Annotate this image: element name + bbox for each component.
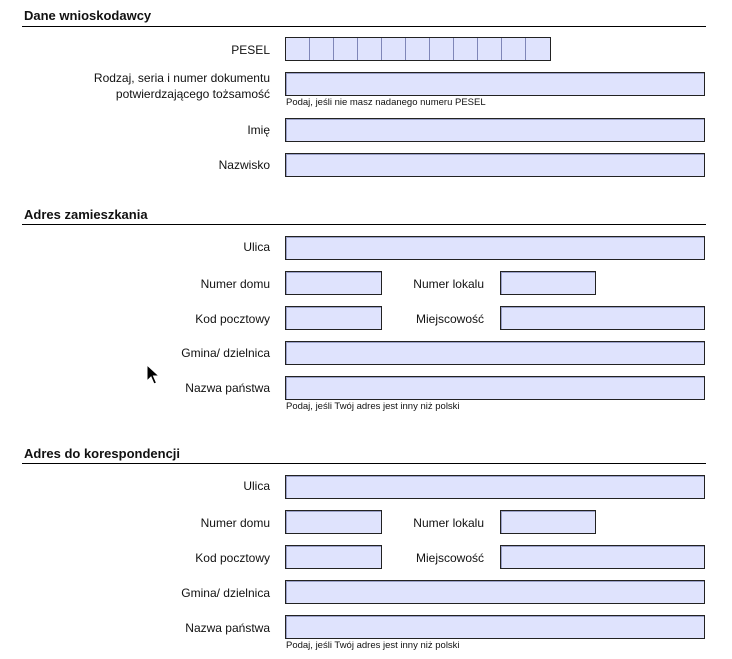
correspondence-street-label: Ulica [243, 479, 270, 493]
residence-apartment-label: Numer lokalu [413, 277, 484, 291]
pesel-input[interactable] [285, 37, 551, 61]
correspondence-apartment-input[interactable] [500, 510, 596, 534]
residence-city-input[interactable] [500, 306, 705, 330]
residence-country-hint: Podaj, jeśli Twój adres jest inny niż polski [286, 401, 460, 412]
correspondence-postal-input[interactable] [285, 545, 382, 569]
residence-house-input[interactable] [285, 271, 382, 295]
correspondence-city-label: Miejscowość [415, 551, 484, 565]
correspondence-municipality-input[interactable] [285, 580, 705, 604]
pesel-label: PESEL [231, 43, 270, 57]
residence-country-input[interactable] [285, 376, 705, 400]
residence-postal-input[interactable] [285, 306, 382, 330]
correspondence-postal-label: Kod pocztowy [195, 551, 270, 565]
residence-street-input[interactable] [285, 236, 705, 260]
correspondence-street-input[interactable] [285, 475, 705, 499]
correspondence-municipality-label: Gmina/ dzielnica [181, 586, 270, 600]
correspondence-country-input[interactable] [285, 615, 705, 639]
residence-country-label: Nazwa państwa [185, 381, 270, 395]
first-name-label: Imię [247, 123, 270, 137]
correspondence-country-hint: Podaj, jeśli Twój adres jest inny niż polski [286, 640, 460, 651]
correspondence-apartment-label: Numer lokalu [413, 516, 484, 530]
pesel-digit-cell[interactable] [310, 38, 334, 60]
residence-street-label: Ulica [243, 240, 270, 254]
pesel-digit-cell[interactable] [406, 38, 430, 60]
pesel-digit-cell[interactable] [478, 38, 502, 60]
pesel-digit-cell[interactable] [454, 38, 478, 60]
mouse-pointer-icon [146, 364, 160, 386]
pesel-digit-cell[interactable] [286, 38, 310, 60]
pesel-digit-cell[interactable] [430, 38, 454, 60]
pesel-digit-cell[interactable] [502, 38, 526, 60]
section-title-correspondence: Adres do korespondencji [24, 446, 181, 461]
residence-city-label: Miejscowość [415, 312, 484, 326]
section-divider [22, 26, 706, 27]
section-title-applicant: Dane wnioskodawcy [24, 8, 152, 23]
residence-municipality-input[interactable] [285, 341, 705, 365]
document-label-line1: Rodzaj, seria i numer dokumentu [93, 71, 270, 85]
residence-apartment-input[interactable] [500, 271, 596, 295]
pesel-digit-cell[interactable] [334, 38, 358, 60]
last-name-input[interactable] [285, 153, 705, 177]
residence-municipality-label: Gmina/ dzielnica [181, 346, 270, 360]
document-label-line2: potwierdzającego tożsamość [115, 87, 270, 101]
pesel-digit-cell[interactable] [526, 38, 550, 60]
section-divider [22, 224, 706, 225]
pesel-digit-cell[interactable] [382, 38, 406, 60]
first-name-input[interactable] [285, 118, 705, 142]
correspondence-house-label: Numer domu [200, 516, 270, 530]
residence-house-label: Numer domu [200, 277, 270, 291]
residence-postal-label: Kod pocztowy [195, 312, 270, 326]
pesel-digit-cell[interactable] [358, 38, 382, 60]
document-label [94, 70, 270, 102]
last-name-label: Nazwisko [218, 158, 270, 172]
document-number-input[interactable] [285, 72, 705, 96]
correspondence-country-label: Nazwa państwa [185, 621, 270, 635]
section-divider [22, 463, 706, 464]
document-hint: Podaj, jeśli nie masz nadanego numeru PESEL [286, 97, 486, 108]
correspondence-city-input[interactable] [500, 545, 705, 569]
correspondence-house-input[interactable] [285, 510, 382, 534]
section-title-residence: Adres zamieszkania [24, 207, 148, 222]
